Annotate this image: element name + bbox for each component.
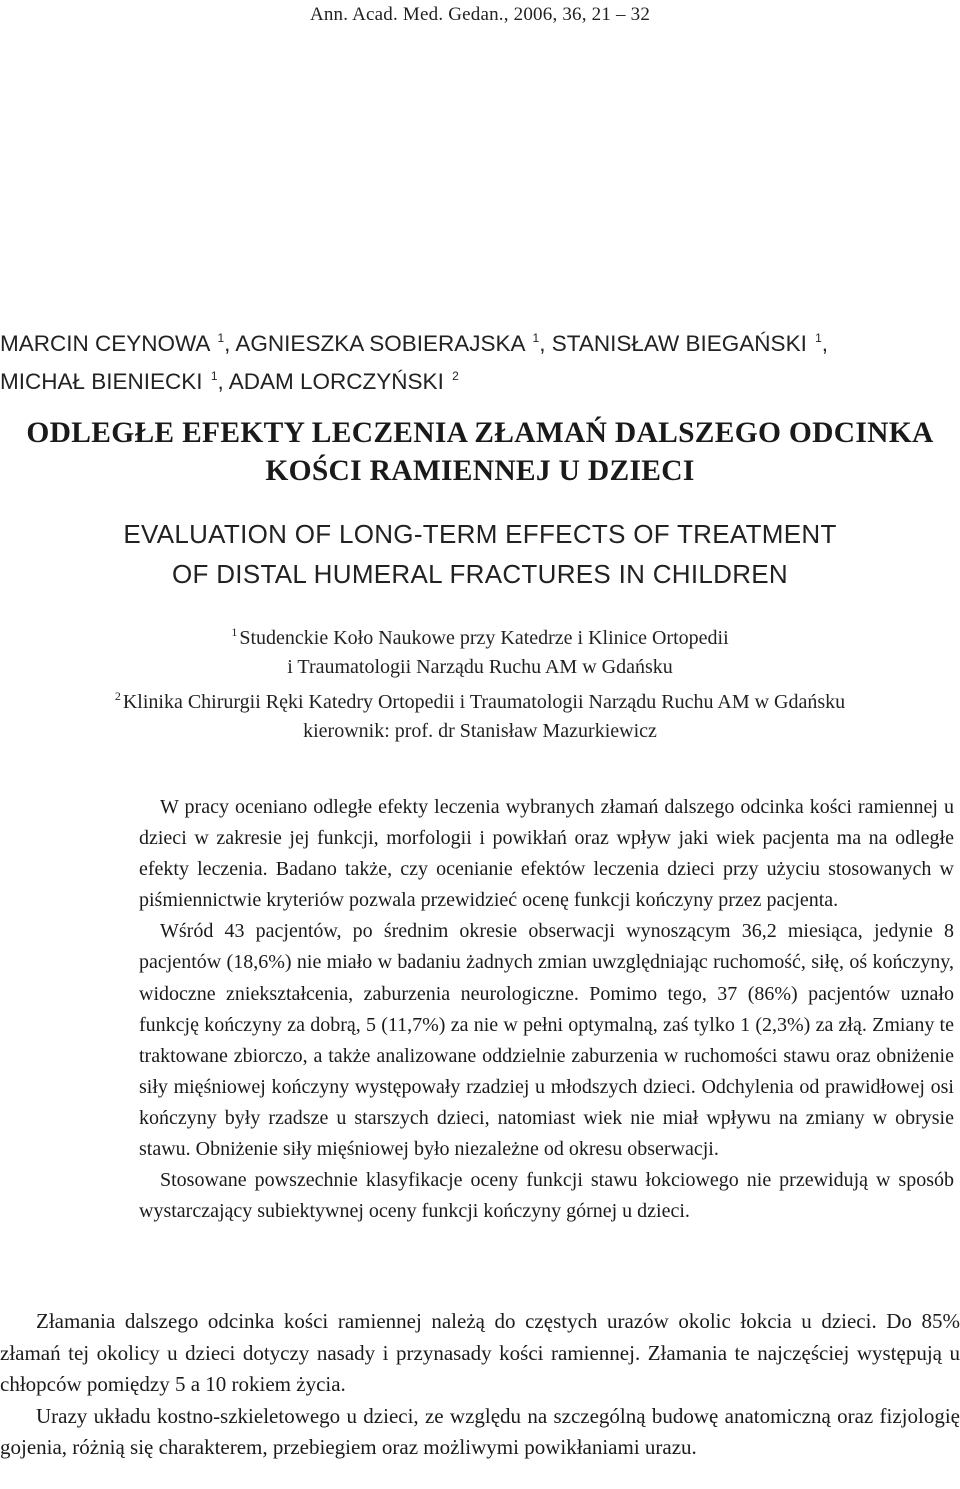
author-affiliation-mark: 1 [210,369,218,383]
title-polish [0,414,960,490]
author-list [0,322,960,398]
abstract-paragraph-1: W pracy oceniano odległe efekty leczenia wybranych złamań dalszego odcinka kości ramiennej u dzieci w zakresie jej funkcji, morfologii i powikłań oraz wpływ jaki wiek pacjenta ma na odległe efekty leczenia. Badano także, czy ocenianie efektów leczenia dzieci przy użyciu stosowanych w piśmiennictwie kryteriów pozwala przewidzieć ocenę funkcji kończyny przez pacjenta. [139,796,954,912]
journal-citation: Ann. Acad. Med. Gedan., 2006, 36, 21 – 32 [309,4,651,25]
affiliation-1-mark: 1 [231,625,238,639]
author-name: MARCIN CEYNOWA [0,331,210,356]
affiliation-2 [0,682,960,717]
author-affiliation-mark: 2 [452,369,459,383]
affiliation-1-text: Studenckie Koło Naukowe przy Katedrze i Klinice Ortopedii [239,627,729,649]
abstract-paragraph-2: Wśród 43 pacjentów, po średnim okresie obserwacji wynoszącym 36,2 miesiąca, jedynie 8 pacjentów (18,6%) nie miało w badaniu żadnych zmian uwzględniając ruchomość, siłę, oś kończyny, widoczne zniekształcenia, zaburzenia neurologiczne. Pomimo tego, 37 (86%) pacjentów uznało funkcję kończyny za dobrą, 5 (11,7%) za nie w pełni optymalną, zaś tylko 1 (2,3%) za złą. Zmiany te traktowane zbiorczo, a także analizowane oddzielnie zaburzenia w ruchomości stawu oraz obniżenie siły mięśniowej kończyny występowały rzadziej u młodszych dzieci. Odchylenia od prawidłowej osi kończyny były rzadsze u starszych dzieci, natomiast wiek nie miał wpływu na zmiany w obrysie stawu. Obniżenie siły mięśniowej było niezależne od okresu obserwacji. [139,920,954,1161]
author-line-1 [0,322,960,360]
affiliations [0,618,960,746]
author-line-2 [0,360,960,398]
author-name: MICHAŁ BIENIECKI [0,369,203,394]
department-head: kierownik: prof. dr Stanisław Mazurkiewicz [303,720,657,742]
title-english [0,514,960,594]
affiliation-2-text: Klinika Chirurgii Ręki Katedry Ortopedii i Traumatologii Narządu Ruchu AM w Gdańsku [122,691,846,713]
affiliation-2-mark: 2 [114,689,121,703]
author-separator: , [821,331,829,356]
body-paragraph-1: Złamania dalszego odcinka kości ramiennej należą do częstych urazów okolic łokcia u dzieci. Do 85% złamań tej okolicy u dzieci dotyczy nasady i przynasady kości ramiennej. Złamania te najczęściej występują u chłopców pomiędzy 5 a 10 rokiem życia. [0,1309,960,1396]
abstract-paragraph-3: Stosowane powszechnie klasyfikacje oceny funkcji stawu łokciowego nie przewidują w sposób wystarczający subiektywnej oceny funkcji kończyny górnej u dzieci. [139,1169,954,1223]
author-affiliation-mark: 1 [532,331,540,345]
title-english-line-2: OF DISTAL HUMERAL FRACTURES IN CHILDREN [171,559,789,589]
affiliation-1-line-2: i Traumatologii Narządu Ruchu AM w Gdańsku [287,656,673,678]
author-separator: , [217,369,224,394]
title-english-line-1: EVALUATION OF LONG-TERM EFFECTS OF TREATMENT [123,519,837,549]
author-name: AGNIESZKA SOBIERAJSKA [235,331,525,356]
title-polish-line-2: KOŚCI RAMIENNEJ U DZIECI [265,455,695,487]
author-affiliation-mark: 1 [217,331,225,345]
abstract [139,792,954,1227]
body-paragraph-2: Urazy układu kostno-szkieletowego u dzieci, ze względu na szczególną budowę anatomiczną oraz fizjologię gojenia, różnią się charakterem, przebiegiem oraz możliwymi powikłaniami urazu. [0,1403,960,1459]
author-separator: , [539,331,546,356]
author-name: ADAM LORCZYŃSKI [228,369,444,394]
affiliation-1-line-1 [0,618,960,653]
author-affiliation-mark: 1 [815,331,822,345]
body-text [0,1306,960,1464]
author-name: STANISŁAW BIEGAŃSKI [551,331,807,356]
author-separator: , [224,331,231,356]
title-polish-line-1: ODLEGŁE EFEKTY LECZENIA ZŁAMAŃ DALSZEGO ODCINKA [26,417,934,449]
